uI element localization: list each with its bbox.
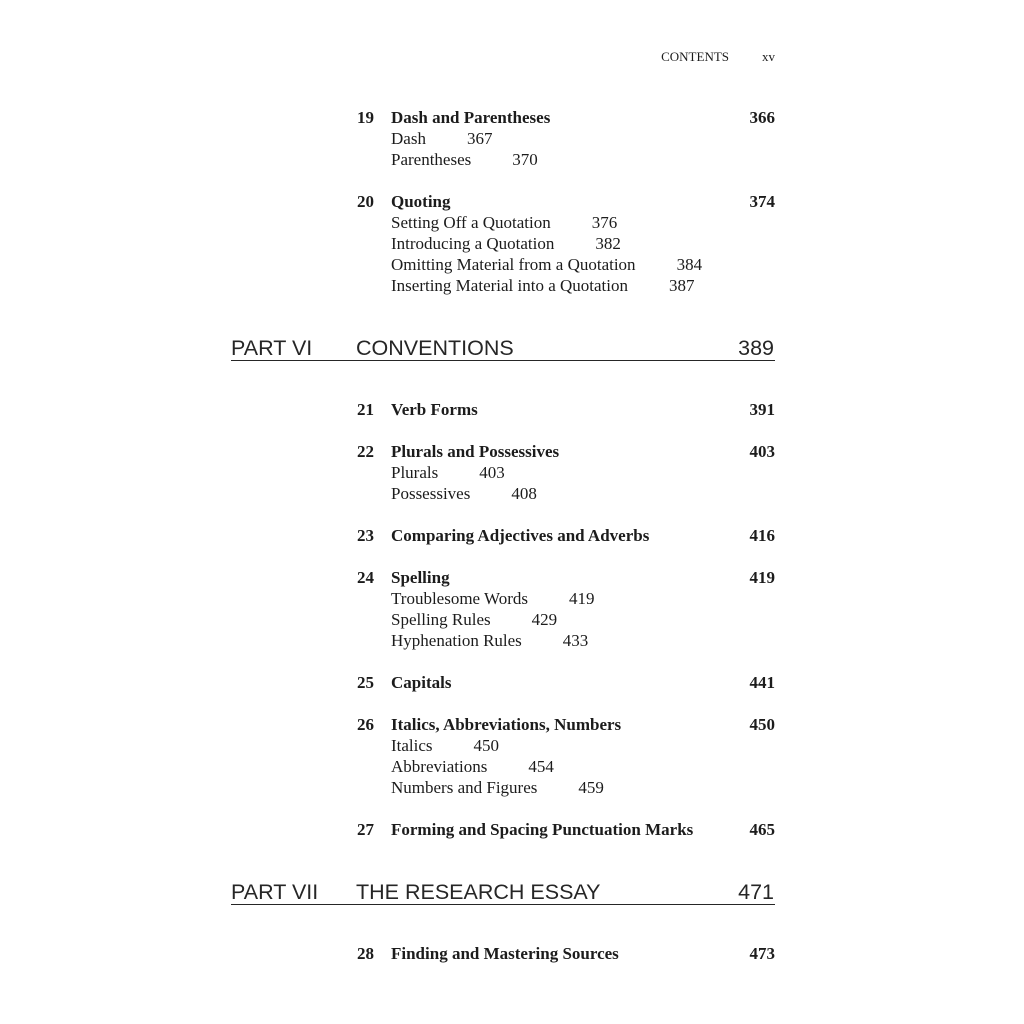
subsection-entry bbox=[357, 735, 775, 756]
subsection-title: Possessives bbox=[391, 484, 471, 503]
running-header bbox=[661, 50, 775, 64]
subsection-page: 433 bbox=[562, 631, 589, 650]
chapter-number: 26 bbox=[357, 715, 374, 734]
chapter-row bbox=[357, 714, 775, 735]
chapter-title: Capitals bbox=[391, 673, 452, 692]
chapter-number: 21 bbox=[357, 400, 374, 419]
chapter-row bbox=[357, 819, 775, 840]
chapter-title: Dash and Parentheses bbox=[391, 108, 551, 127]
chapter-number: 23 bbox=[357, 526, 374, 545]
chapter-number: 20 bbox=[357, 192, 374, 211]
subsection-page: 454 bbox=[528, 757, 554, 776]
subsection-page: 367 bbox=[466, 129, 493, 148]
chapter-page: 465 bbox=[749, 820, 775, 839]
subsection-page: 408 bbox=[511, 484, 537, 503]
chapter-page: 374 bbox=[749, 192, 775, 211]
subsection-page: 387 bbox=[669, 276, 695, 295]
chapter-page: 419 bbox=[749, 568, 775, 587]
subsection-page: 376 bbox=[591, 213, 618, 232]
subsection-title: Numbers and Figures bbox=[391, 778, 538, 797]
chapter-entry bbox=[357, 714, 775, 798]
subsection-page: 459 bbox=[578, 778, 604, 797]
chapter-number: 28 bbox=[357, 944, 374, 963]
subsection-title: Italics bbox=[391, 736, 433, 755]
subsection-title: Hyphenation Rules bbox=[391, 631, 522, 650]
subsection-entry bbox=[357, 212, 775, 233]
chapter-row bbox=[357, 943, 775, 964]
chapter-row bbox=[357, 399, 775, 420]
chapter-row bbox=[357, 441, 775, 462]
subsection-title: Abbreviations bbox=[391, 757, 488, 776]
chapter-row bbox=[357, 567, 775, 588]
chapter-title: Quoting bbox=[391, 192, 451, 211]
subsection-page: 370 bbox=[512, 150, 538, 169]
subsection-entry bbox=[357, 275, 775, 296]
subsection-entry bbox=[357, 756, 775, 777]
chapter-page: 441 bbox=[749, 673, 775, 692]
part-title: CONVENTIONS bbox=[356, 336, 514, 360]
subsection-entry bbox=[357, 254, 775, 275]
subsection-entry bbox=[357, 128, 775, 149]
chapter-entry bbox=[357, 567, 775, 651]
subsection-entry bbox=[357, 149, 775, 170]
subsection-entry bbox=[357, 462, 775, 483]
chapter-row bbox=[357, 191, 775, 212]
chapter-entry bbox=[357, 441, 775, 504]
part-page: 389 bbox=[738, 336, 774, 360]
subsection-page: 384 bbox=[676, 255, 703, 274]
part-heading bbox=[231, 880, 775, 905]
chapter-title: Spelling bbox=[391, 568, 450, 587]
chapter-number: 22 bbox=[357, 442, 374, 461]
subsection-entry bbox=[357, 483, 775, 504]
chapter-page: 403 bbox=[749, 442, 775, 461]
table-of-contents bbox=[231, 107, 775, 964]
subsection-title: Parentheses bbox=[391, 150, 472, 169]
chapter-page: 391 bbox=[749, 400, 775, 419]
part-label: PART VII bbox=[231, 880, 319, 904]
subsection-page: 429 bbox=[531, 610, 558, 629]
chapter-title: Plurals and Possessives bbox=[391, 442, 560, 461]
header-page-number: xv bbox=[762, 49, 775, 64]
chapter-row bbox=[357, 672, 775, 693]
chapter-entry bbox=[357, 819, 775, 840]
chapter-number: 19 bbox=[357, 108, 374, 127]
part-page: 471 bbox=[738, 880, 774, 904]
chapter-number: 24 bbox=[357, 568, 374, 587]
chapter-title: Comparing Adjectives and Adverbs bbox=[391, 526, 650, 545]
subsection-title: Plurals bbox=[391, 463, 439, 482]
chapter-page: 416 bbox=[749, 526, 775, 545]
subsection-page: 419 bbox=[569, 589, 595, 608]
chapter-title: Italics, Abbreviations, Numbers bbox=[391, 715, 622, 734]
subsection-title: Inserting Material into a Quotation bbox=[391, 276, 628, 295]
subsection-title: Introducing a Quotation bbox=[391, 234, 555, 253]
subsection-title: Setting Off a Quotation bbox=[391, 213, 551, 232]
part-title: THE RESEARCH ESSAY bbox=[356, 880, 601, 904]
chapter-page: 473 bbox=[749, 944, 775, 963]
chapter-row bbox=[357, 107, 775, 128]
chapter-title: Forming and Spacing Punctuation Marks bbox=[391, 820, 694, 839]
chapter-entry bbox=[357, 943, 775, 964]
chapter-row bbox=[357, 525, 775, 546]
chapter-number: 25 bbox=[357, 673, 374, 692]
chapter-entry bbox=[357, 107, 775, 170]
subsection-page: 403 bbox=[479, 463, 505, 482]
subsection-page: 382 bbox=[595, 234, 621, 253]
subsection-title: Troublesome Words bbox=[391, 589, 529, 608]
subsection-entry bbox=[357, 588, 775, 609]
chapter-entry bbox=[357, 399, 775, 420]
subsection-title: Dash bbox=[391, 129, 426, 148]
chapter-title: Finding and Mastering Sources bbox=[391, 944, 619, 963]
chapter-number: 27 bbox=[357, 820, 374, 839]
chapter-page: 450 bbox=[749, 715, 775, 734]
chapter-title: Verb Forms bbox=[391, 400, 478, 419]
part-label: PART VI bbox=[231, 336, 313, 360]
chapter-entry bbox=[357, 525, 775, 546]
subsection-title: Spelling Rules bbox=[391, 610, 491, 629]
header-title: CONTENTS bbox=[661, 49, 729, 64]
chapter-page: 366 bbox=[749, 108, 775, 127]
subsection-entry bbox=[357, 233, 775, 254]
subsection-title: Omitting Material from a Quotation bbox=[391, 255, 636, 274]
chapter-entry bbox=[357, 191, 775, 296]
subsection-entry bbox=[357, 630, 775, 651]
subsection-page: 450 bbox=[473, 736, 500, 755]
subsection-entry bbox=[357, 609, 775, 630]
chapter-entry bbox=[357, 672, 775, 693]
subsection-entry bbox=[357, 777, 775, 798]
part-heading bbox=[231, 336, 775, 361]
